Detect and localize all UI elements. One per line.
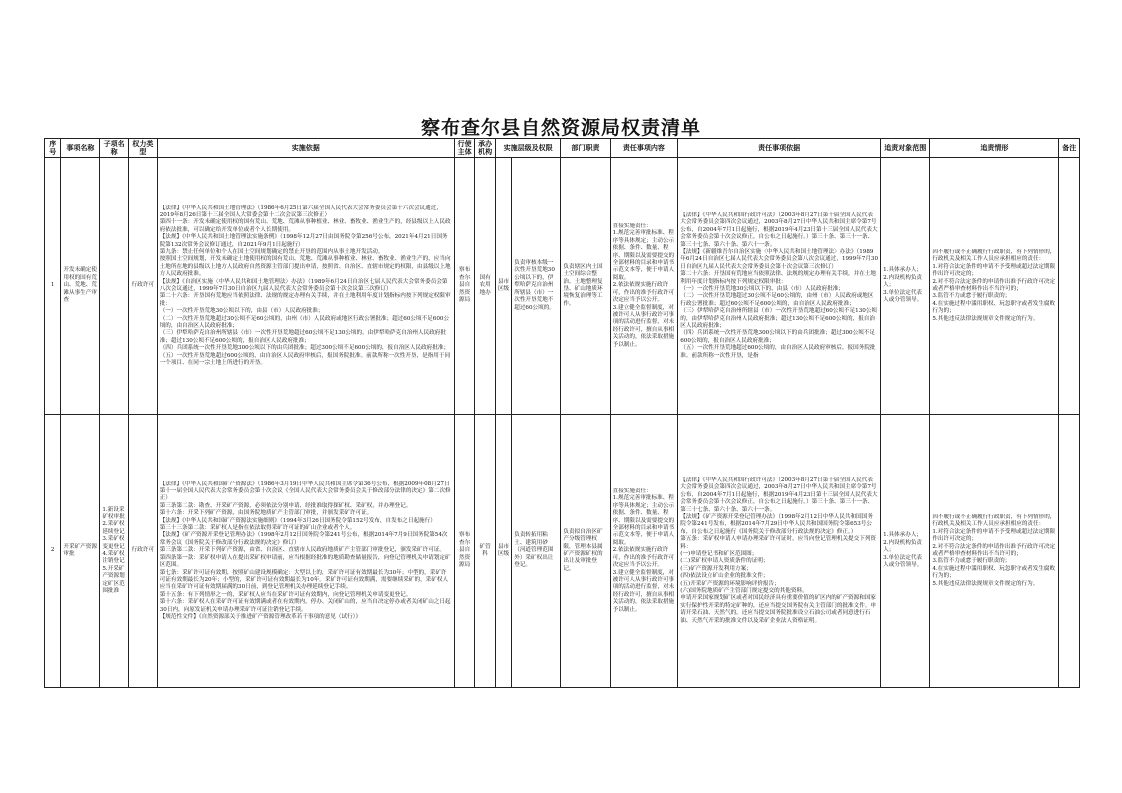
col-header-level: 实施层级及权限 <box>495 139 561 158</box>
cell-office: 矿管科 <box>475 415 495 688</box>
col-header-office: 承办机构 <box>475 139 495 158</box>
col-header-seq: 序号 <box>45 139 61 158</box>
cell-type: 行政许可 <box>129 415 158 688</box>
cell-seq: 1 <box>45 158 61 415</box>
resp-basis-text: 【法律】《中华人民共和国行政许可法》（2003年8月27日第十届全国人民代表大会常务委员会第四次会议通过，2003年8月27日中华人民共和国主席令第7号公布，自2004年7月1日起施行，根据2019年4月23日第十三届全国人民代表大会常务委员会第十次会议修正，自公布之日起施行。）第三十条、第三十一条、第三十七条、第六十条、第六十一条。 【法规】《矿产资源开采登记管理办法》（1998年2月12日中华人民共和国国务院令第241号发布，根据2014年7月29日中华人民共和国国务院令第653号公布，自公布之日起施行《国务院关于修改部分行政法规的决定》修正。） 第五条：采矿权申请人申请办理采矿许可证时，应当向登记管理机关提交下列资料： (一)申请登记书和矿区范围图； (二)采矿权申请人资质条件的证明； (三)矿产资源开发利用方案； (四)依法设立矿山企业的批准文件； (五)开采矿产资源的环境影响评价报告； (六)国务院地质矿产主管部门规定提交的其他资料。 申请开采国家规划矿区或者对国民经济具有重要价值的矿区内的矿产资源和国家实行保护性开采的特定矿种的，还应当提交国务院有关主管部门的批准文件。申请开采石油、天然气的，还应当提交国务院批准设立石油公司或者同意进行石油、天然气开采的批准文件以及采矿企业法人资格证明。 <box>680 476 878 624</box>
cell-seq: 2 <box>45 415 61 688</box>
resp-text: 直接实施责任： 1.规范完善审批标准、程序等具体规定；主动公示依据、条件、数量、程序、期限以及需要提交的全部材料的目录和申请书示范文本等，便于申请人阅取。 2.依法依规实施行政许可，作出的准予行政许可决定应当予以公开。 3.建立健全监督制度，对被许可人从事行政许可事项的活动进行监督，对未经行政许可，擅自从事相关活动的，依法采取措施予以制止。 <box>612 488 675 613</box>
cell-name: 开发未确定使用权的国有荒山、荒地、荒滩从事生产审查 <box>61 158 100 415</box>
col-header-subject: 行使主体 <box>454 139 474 158</box>
cell-scope <box>881 415 930 688</box>
table-header-row <box>45 139 1080 158</box>
cell-name: 开采矿产资源审批 <box>61 415 100 688</box>
col-header-resp-basis: 责任事项依据 <box>678 139 881 158</box>
cell-type: 行政许可 <box>129 158 158 415</box>
col-header-name: 事项名称 <box>61 139 100 158</box>
cell-dept <box>561 415 610 688</box>
cell-basis <box>157 158 454 415</box>
cell-resp <box>610 415 678 688</box>
col-header-basis: 实施依据 <box>157 139 454 158</box>
scope-text: 1.具体承办人； 2.内设机构负责人； 3.单位法定代表人或分管领导。 <box>883 267 923 304</box>
scope-text: 1.具体承办人； 2.内设机构负责人； 3.单位法定代表人或分管领导。 <box>883 532 923 569</box>
table-row <box>45 415 1080 688</box>
cell-cases <box>930 158 1059 415</box>
cell-note <box>1059 415 1080 688</box>
cell-note <box>1059 158 1080 415</box>
col-header-note: 备注 <box>1059 139 1080 158</box>
cell-resp-basis <box>678 415 881 688</box>
resp-text: 直接实施责任： 1.规范完善审批标准、程序等具体规定；主动公示依据、条件、数量、程序、期限以及需要提交的全部材料的目录和申请书示范文本等，便于申请人阅取。 2.依法依规实施行政许可，作出的准予行政许可决定应当予以公开。 3.建立健全监督制度，对被许可人从事行政许可事项的活动进行监督，对未经行政许可，擅自从事相关活动的，依法采取措施予以制止。 <box>612 223 675 348</box>
basis-text: 【法律】《中华人民共和国土地管理法》（1986年6月25日第六届全国人民代表大会常务委员会第十六次会议通过，2019年8月26日第十三届全国人大常委会第十二次会议第三次修正） 第四十一条：开发未确定使用权的国有荒山、荒地、荒滩从事种植业、林业、畜牧业、渔业生产的，经县级以上人民政府依法批准，可以确定给开发单位或者个人长期使用。 【法规】《中华人民共和国土地管理法实施条例》（1998年12月27日由国务院令第256号公布，2021年4月21日国务院第132次常务会议修订通过，自2021年9月1日起施行） 第九条：禁止任何单位和个人在国土空间规划确定的禁止开垦的范围内从事土地开发活动。 按照国土空间规划，开发未确定土地使用权的国有荒山、荒地、荒滩从事种植业、林业、畜牧业、渔业生产的，应当向土地所在地的县级以上地方人民政府自然资源主管部门提出申请，按照省、自治区、直辖市规定的权限，由县级以上地方人民政府批准。 【法规】《自治区实施〈中华人民共和国土地管理法〉办法》（1989年6月24日自治区七届人民代表大会常务委员会第八次会议通过，1999年7月30日自治区九届人民代表大会常务委员会第十次会议第三次修订） 第二十六条：开垦国有荒地应当依照法律、法规的规定办理有关手续，并在土地利用年度计划指标内按下列规定权限审批： （一）一次性开垦荒地30公顷以下的，由县（市）人民政府批准； （二）一次性开垦荒地超过30公顷不足60公顷的，由州（市）人民政府或地区行政公署批准；超过60公顷不足600公顷的，由自治区人民政府批准； （三）伊犁哈萨克自治州所辖县（市）一次性开垦荒地超过60公顷不足130公顷的，由伊犁哈萨克自治州人民政府批准；超过130公顷不足600公顷的，报自治区人民政府批准； （四）兵团系统一次性开垦荒地300公顷以下的由兵团批准；超过300公顷不足600公顷的，报自治区人民政府批准； （五）一次性开垦荒地超过600公顷的，由自治区人民政府审核后，报国务院批准。前款所称一次性开垦，是指用于同一个项目、在同一宗土地上所进行的开垦。 <box>159 204 451 367</box>
cell-scope <box>881 158 930 415</box>
cell-subject: 察布查尔县自然资源局 <box>454 415 474 688</box>
cell-duty <box>512 158 561 415</box>
cell-duty <box>512 415 561 688</box>
cell-sub <box>100 415 129 688</box>
cell-level: 县市区级 <box>495 158 511 415</box>
col-header-cases: 追责情形 <box>930 139 1059 158</box>
col-header-dept: 部门职责 <box>561 139 610 158</box>
cases-text: 因不履行或不正确履行行政职责，有下列情形的，行政机关及相关工作人员应承担相应的责任： 1.对符合法定条件的申请不予受理或超过法定期限作出许可决定的； 2.对不符合法定条件的申请作出准予行政许可决定或者严格审查材料作出不当许可的； 3.监管不力或怠于履行职责的； 4.在实施过程中滥用职权、玩忽职守或者发生腐败行为的； 5.其他违反法律法规规章文件规定的行为。 <box>932 513 1056 587</box>
dept-text: 负责拟自治区矿产分级管理权限，管理本县属矿产资源矿权的出让及审批登记。 <box>563 528 603 572</box>
cell-cases <box>930 415 1059 688</box>
cases-text: 因不履行或不正确履行行政职责，有下列情形的，行政机关及相关工作人员应承担相应的责任： 1.对符合法定条件的申请不予受理或超过法定期限作出许可决定的； 2.对不符合法定条件的申请作出准予行政许可决定或者严格审查材料作出不当许可的； 3.监管不力或怠于履行职责的； 4.在实施过程中滥用职权、玩忽职守或者发生腐败行为的； 5.其他违反法律法规规章文件规定的行为。 <box>932 248 1056 322</box>
responsibility-table <box>44 138 1080 688</box>
sub-text: 1.新设采矿权审批 2.采矿权延续登记 3.采矿权变更登记 4.采矿权注销登记 5.开采矿产资源划定矿区范围批准 <box>102 506 125 595</box>
cell-level: 县市区级 <box>495 415 511 688</box>
resp-basis-text: 【法律】《中华人民共和国行政许可法》（2003年8月27日第十届全国人民代表大会常务委员会第四次会议通过，2003年8月27日中华人民共和国主席令第7号公布，自2004年7月1日起施行，根据2019年4月23日第十三届全国人民代表大会常务委员会第十次会议修正，自公布之日起施行。）第三十条、第三十一条、第三十七条、第六十条、第六十一条。 【法规】《新疆维吾尔自治区实施〈中华人民共和国土地管理法〉办法》（1989年6月24日自治区七届人民代表大会常务委员会第八次会议通过，1999年7月30日自治区九届人民代表大会常务委员会第十次会议第三次修订） 第二十六条：开垦国有荒地应当依照法律、法规的规定办理有关手续，并在土地利用年度计划指标内按下列规定权限审批： （一）一次性开垦荒地30公顷以下的，由县（市）人民政府批准； （二）一次性开垦荒地超过30公顷不足60公顷的，由州（市）人民政府或地区行政公署批准；超过60公顷不足600公顷的，由自治区人民政府批准； （三）伊犁哈萨克自治州所辖县（市）一次性开垦荒地超过60公顷不足130公顷的，由伊犁哈萨克自治州人民政府批准；超过130公顷不足600公顷的，报自治区人民政府批准； （四）兵团系统一次性开垦荒地300公顷以下的由兵团批准；超过300公顷不足600公顷的，报自治区人民政府批准； （五）一次性开垦荒地超过600公顷的，由自治区人民政府审核后，报国务院批准。前款所称一次性开垦，是指 <box>680 211 879 359</box>
cell-sub <box>100 158 129 415</box>
cell-dept <box>561 158 610 415</box>
cell-basis <box>157 415 454 688</box>
duty-text: 负责转拓用粘土、建筑用砂（河道管理范围外）采矿权出让登记。 <box>514 532 554 569</box>
page-title: 察布查尔县自然资源局权责清单 <box>420 117 701 139</box>
col-header-sub: 子项名称 <box>100 139 129 158</box>
col-header-scope: 追责对象范围 <box>881 139 930 158</box>
cell-subject: 察布查尔县自然资源局 <box>454 158 474 415</box>
col-header-type: 权力类型 <box>129 139 158 158</box>
cell-office: 国有农用地办 <box>475 158 495 415</box>
cell-resp <box>610 158 678 415</box>
basis-text: 【法律】《中华人民共和国矿产资源法》（1986年3月19日中华人民共和国主席令第36号公布，根据2009年08月27日第十一届全国人民代表大会常务委员会第十次会议《全国人民代表大会常务委员会关于修改部分法律的决定》第二次修正） 第三条第二款：勘查、开采矿产资源，必须依法分别申请、经批准取得探矿权、采矿权，并办理登记。 第十六条：开采下列矿产资源，由国务院地质矿产主管部门审批，并颁发采矿许可证。 【法规】《中华人民共和国矿产资源法实施细则》（1994年3月26日国务院令第152号发布，自发布之日起施行） 第三十三条第二款：采矿权人是指在依法取得采矿许可证的矿山企业或者个人。 【法规】《矿产资源开采登记管理办法》（1998年2月12日国务院令第241号公布，根据2014年7月9日国务院第54次常务会议《国务院关于修改部分行政法规的决定》修订） 第三条第二款：开采下列矿产资源，由省、自治区、直辖市人民政府地质矿产主管部门审批登记，颁发采矿许可证。 第四条第一款：采矿权申请人在提出采矿权申请前，应当根据经批准的地质勘查储量报告，向登记管理机关申请划定矿区范围。 第七条：采矿许可证有效期，按照矿山建设规模确定：大型以上的，采矿许可证有效期最长为30年；中型的，采矿许可证有效期最长为20年；小型的，采矿许可证有效期最长为10年。采矿许可证有效期满，需要继续采矿的，采矿权人应当在采矿许可证有效期届满的30日前，到登记管理机关办理延续登记手续。 第十五条：有下列情形之一的，采矿权人应当在采矿许可证有效期内，向登记管理机关申请变更登记。 第十六条：采矿权人在采矿许可证有效期满或者在有效期内，停办、关闭矿山的，应当自决定停办或者关闭矿山之日起30日内，向原发证机关申请办理采矿许可证注销登记手续。 【规范性文件】《自然资源部关于推进矿产资源管理改革若干事项的意见（试行）》 <box>159 480 451 620</box>
col-header-resp: 责任事项内容 <box>610 139 678 158</box>
table-row <box>45 158 1080 415</box>
dept-text: 负责辖区内土国土空间综合整治、土地整理复垦、矿山地质环境恢复治理等工作。 <box>563 263 603 307</box>
duty-text: 负责审核本级一次性开垦荒地30公顷以下的，伊犁哈萨克自治州所辖县（市）一次性开垦荒地不超过60公顷的。 <box>514 260 555 311</box>
cell-resp-basis <box>678 158 881 415</box>
